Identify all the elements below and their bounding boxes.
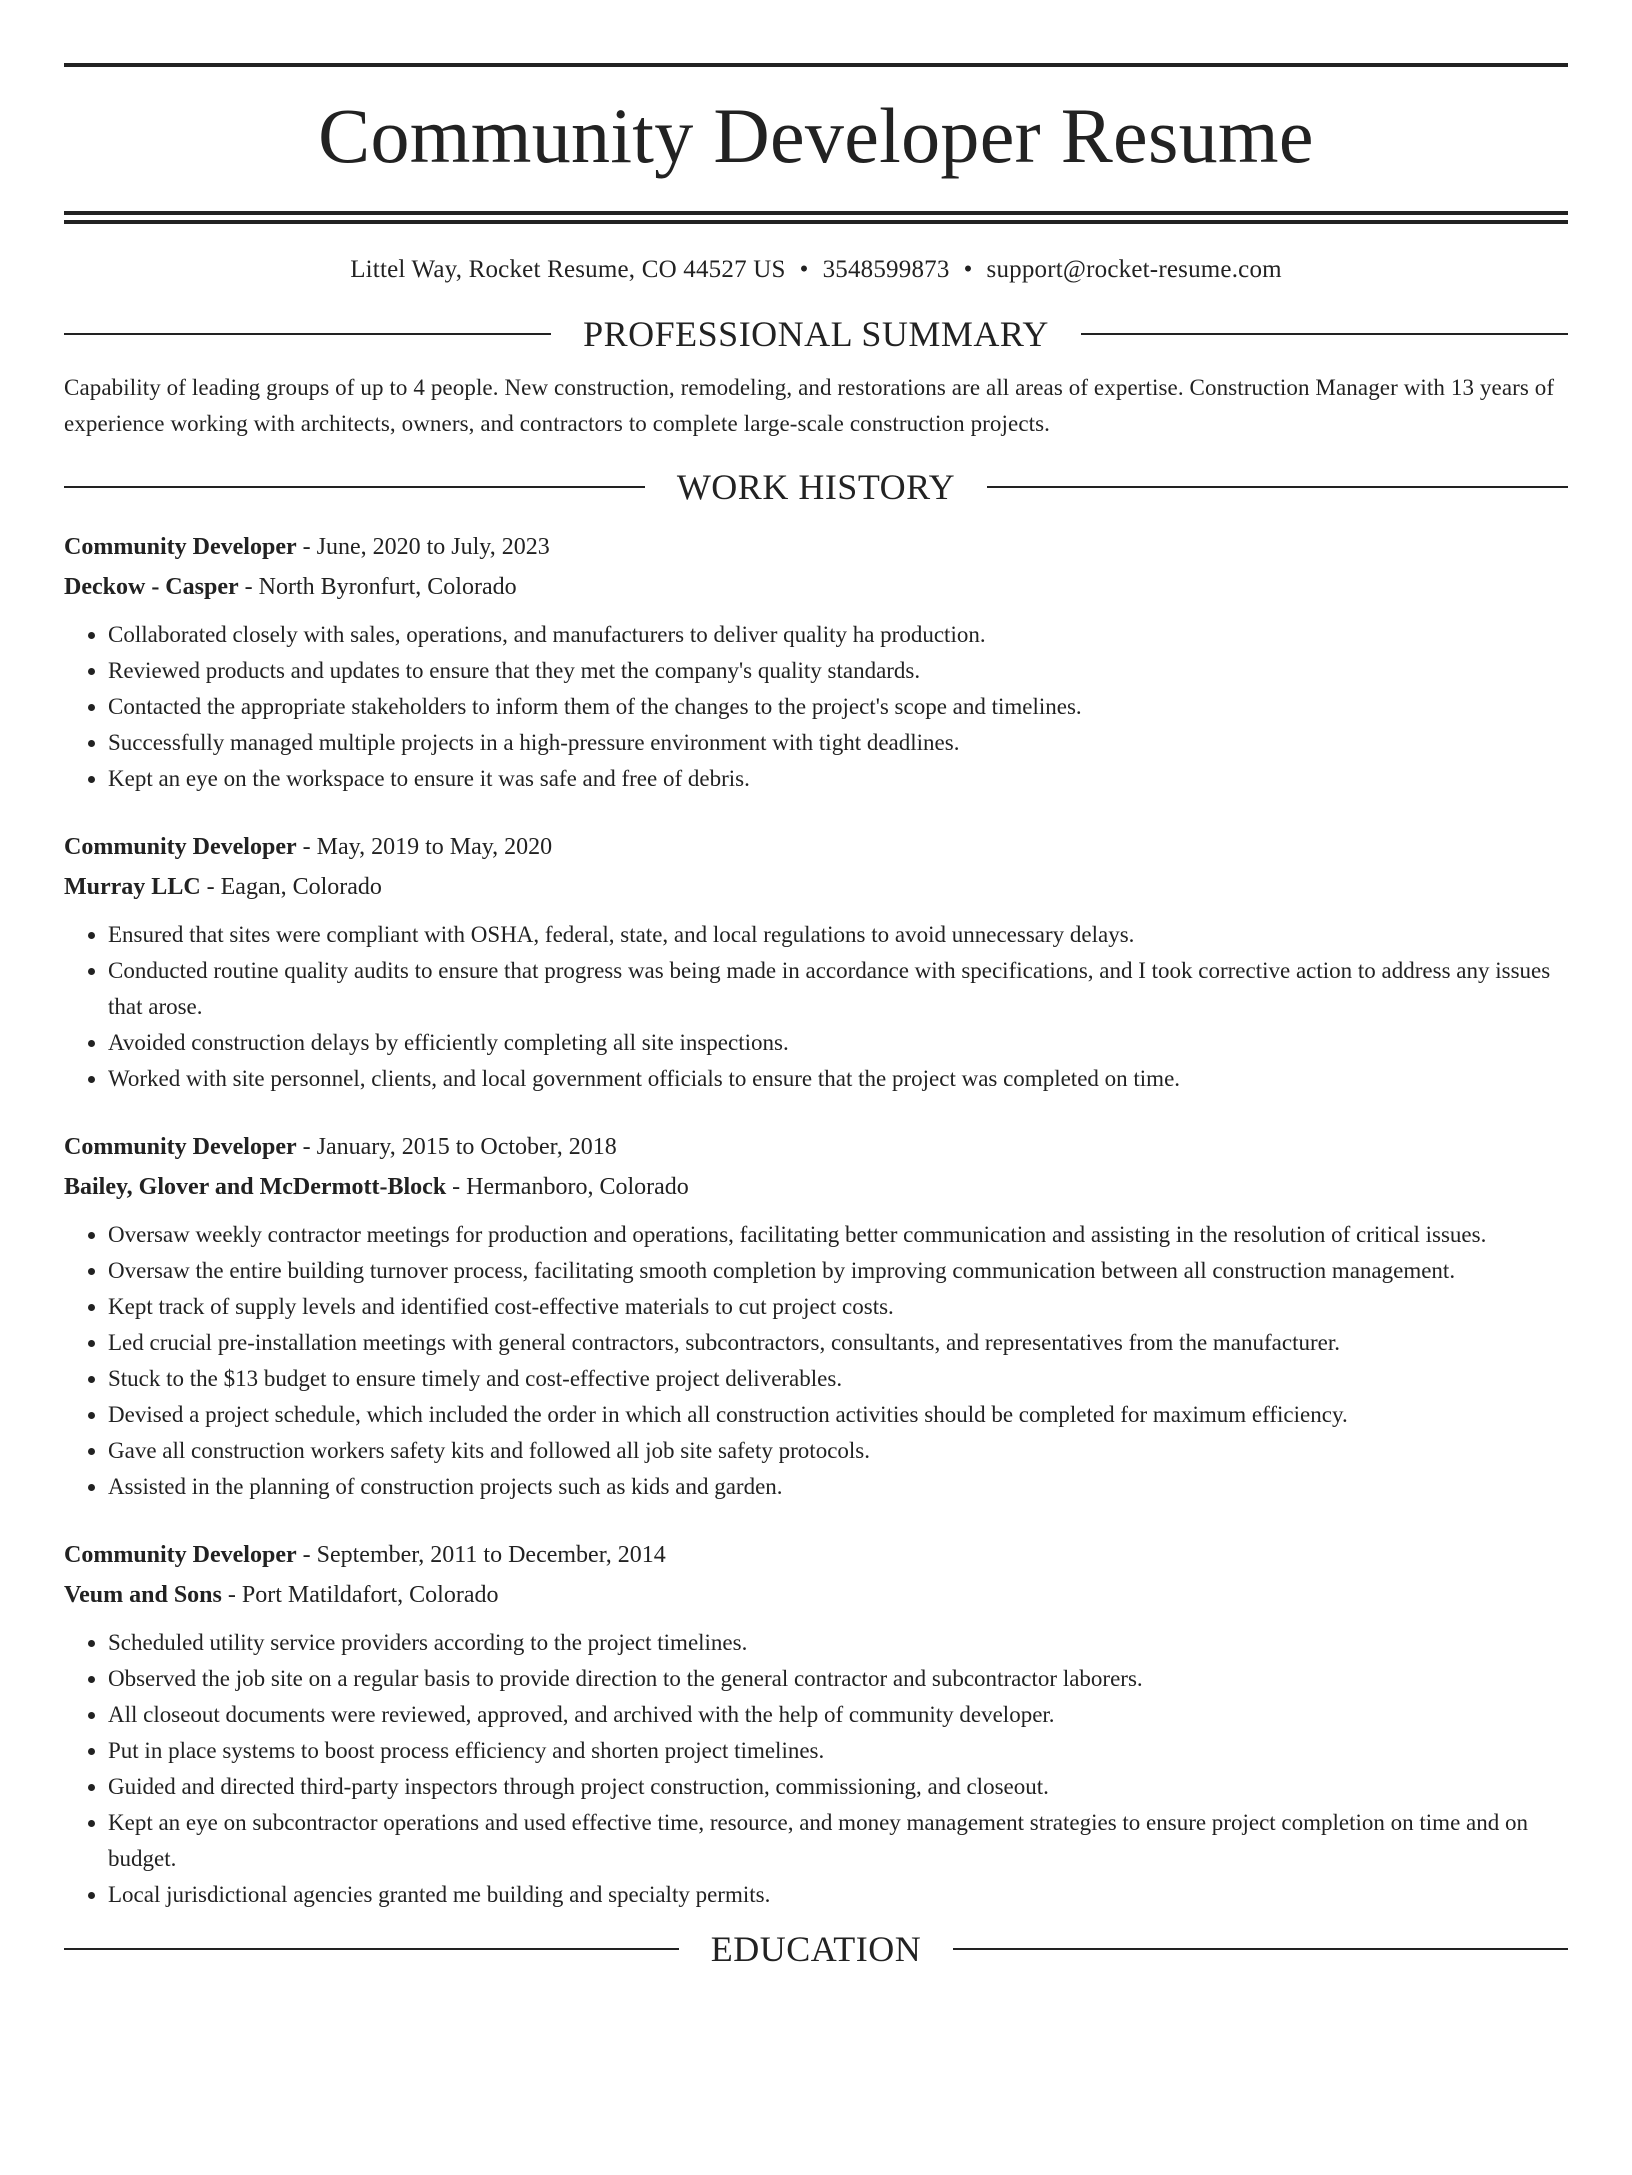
job-entry	[64, 1127, 1568, 1505]
job-title-line	[64, 827, 1568, 867]
job-title: Community Developer	[64, 534, 297, 560]
job-title: Community Developer	[64, 1134, 297, 1160]
top-rule	[64, 63, 1568, 67]
job-gap	[64, 797, 1568, 827]
job-company-line	[64, 567, 1568, 607]
job-duty-item: • Put in place systems to boost process efficiency and shorten project timelines.	[108, 1733, 1568, 1769]
contact-address: Littel Way, Rocket Resume, CO 44527 US	[350, 256, 786, 283]
work-history-list	[64, 527, 1568, 1913]
job-location: - Eagan, Colorado	[200, 874, 382, 900]
contact-line	[64, 254, 1568, 286]
job-entry	[64, 1535, 1568, 1913]
job-duty-item: • Worked with site personnel, clients, and local government officials to ensure that the project was completed on time.	[108, 1061, 1568, 1097]
job-duty-item: • Local jurisdictional agencies granted me building and specialty permits.	[108, 1877, 1568, 1913]
job-location: - Port Matildafort, Colorado	[221, 1582, 499, 1608]
heading-rule-left	[64, 1948, 679, 1950]
job-entry	[64, 827, 1568, 1097]
job-duty-item: • Avoided construction delays by efficiently completing all site inspections.	[108, 1025, 1568, 1061]
section-heading-summary	[64, 312, 1568, 356]
job-duty-item: • Kept track of supply levels and identified cost-effective materials to cut project costs.	[108, 1289, 1568, 1325]
section-heading-label: EDUCATION	[710, 1929, 922, 1969]
job-company-line	[64, 867, 1568, 907]
job-dates: - June, 2020 to July, 2023	[296, 534, 550, 560]
job-duty-item: • Oversaw the entire building turnover process, facilitating smooth completion by improving communication between all construction management.	[108, 1253, 1568, 1289]
contact-separator: •	[799, 256, 809, 283]
job-dates: - September, 2011 to December, 2014	[296, 1542, 666, 1568]
summary-text: Capability of leading groups of up to 4 people. New construction, remodeling, and restorations are all areas of expertise. Construction Manager with 13 years of experience working with architects, owners, and contractors to complete large-scale construction projects.	[64, 375, 1555, 436]
job-gap	[64, 1097, 1568, 1127]
job-company: Bailey, Glover and McDermott-Block	[64, 1174, 447, 1200]
heading-rule-left	[64, 486, 645, 488]
job-title: Community Developer	[64, 1542, 297, 1568]
job-duty-item: • Collaborated closely with sales, operations, and manufacturers to deliver quality ha production.	[108, 617, 1568, 653]
job-duties-list	[64, 917, 1568, 1097]
job-duties-list	[64, 1625, 1568, 1913]
job-duty-item: • Kept an eye on the workspace to ensure it was safe and free of debris.	[108, 761, 1568, 797]
job-dates: - January, 2015 to October, 2018	[296, 1134, 617, 1160]
job-title-line	[64, 1127, 1568, 1167]
heading-rule-right	[1081, 333, 1568, 335]
job-location: - North Byronfurt, Colorado	[238, 574, 517, 600]
contact-separator: •	[963, 256, 973, 283]
heading-rule-right	[987, 486, 1568, 488]
section-heading-work-history	[64, 465, 1568, 509]
heading-rule-right	[953, 1948, 1568, 1950]
page-title: Community Developer Resume	[318, 92, 1314, 179]
job-duty-item: • Assisted in the planning of construction projects such as kids and garden.	[108, 1469, 1568, 1505]
job-location: - Hermanboro, Colorado	[446, 1174, 689, 1200]
job-duty-item: • Kept an eye on subcontractor operations and used effective time, resource, and money management strategies to ensure project completion on time and on budget.	[108, 1805, 1568, 1877]
job-dates: - May, 2019 to May, 2020	[296, 834, 553, 860]
job-company: Deckow - Casper	[64, 574, 239, 600]
job-duty-item: • Oversaw weekly contractor meetings for production and operations, facilitating better communication and assisting in the resolution of critical issues.	[108, 1217, 1568, 1253]
job-duty-item: • Observed the job site on a regular basis to provide direction to the general contractor and subcontractor laborers.	[108, 1661, 1568, 1697]
job-gap	[64, 1505, 1568, 1535]
job-duties-list	[64, 1217, 1568, 1505]
job-duty-item: • Conducted routine quality audits to ensure that progress was being made in accordance with specifications, and I took corrective action to address any issues that arose.	[108, 953, 1568, 1025]
job-title-line	[64, 1535, 1568, 1575]
job-duty-item: • Devised a project schedule, which included the order in which all construction activities should be completed for maximum efficiency.	[108, 1397, 1568, 1433]
job-entry	[64, 527, 1568, 797]
contact-phone: 3548599873	[822, 256, 950, 283]
heading-rule-left	[64, 333, 551, 335]
job-company: Veum and Sons	[64, 1582, 222, 1608]
job-duty-item: • Ensured that sites were compliant with OSHA, federal, state, and local regulations to avoid unnecessary delays.	[108, 917, 1568, 953]
job-duty-item: • Gave all construction workers safety kits and followed all job site safety protocols.	[108, 1433, 1568, 1469]
section-heading-label: WORK HISTORY	[676, 467, 956, 507]
resume-page	[0, 63, 1632, 2175]
job-duty-item: • Reviewed products and updates to ensure that they met the company's quality standards.	[108, 653, 1568, 689]
job-duty-item: • Contacted the appropriate stakeholders to inform them of the changes to the project's scope and timelines.	[108, 689, 1568, 725]
job-title-line	[64, 527, 1568, 567]
section-heading-education	[64, 1927, 1568, 1971]
section-heading-label: PROFESSIONAL SUMMARY	[583, 314, 1049, 354]
job-duties-list	[64, 617, 1568, 797]
job-duty-item: • Guided and directed third-party inspectors through project construction, commissioning, and closeout.	[108, 1769, 1568, 1805]
title-double-rule	[64, 211, 1568, 224]
job-company: Murray LLC	[64, 874, 201, 900]
job-duty-item: • Successfully managed multiple projects in a high-pressure environment with tight deadlines.	[108, 725, 1568, 761]
job-title: Community Developer	[64, 834, 297, 860]
job-duty-item: • Stuck to the $13 budget to ensure timely and cost-effective project deliverables.	[108, 1361, 1568, 1397]
job-company-line	[64, 1575, 1568, 1615]
job-company-line	[64, 1167, 1568, 1207]
job-duty-item: • All closeout documents were reviewed, approved, and archived with the help of community developer.	[108, 1697, 1568, 1733]
contact-email: support@rocket-resume.com	[986, 256, 1282, 283]
job-duty-item: • Scheduled utility service providers according to the project timelines.	[108, 1625, 1568, 1661]
job-duty-item: • Led crucial pre-installation meetings with general contractors, subcontractors, consultants, and representatives from the manufacturer.	[108, 1325, 1568, 1361]
